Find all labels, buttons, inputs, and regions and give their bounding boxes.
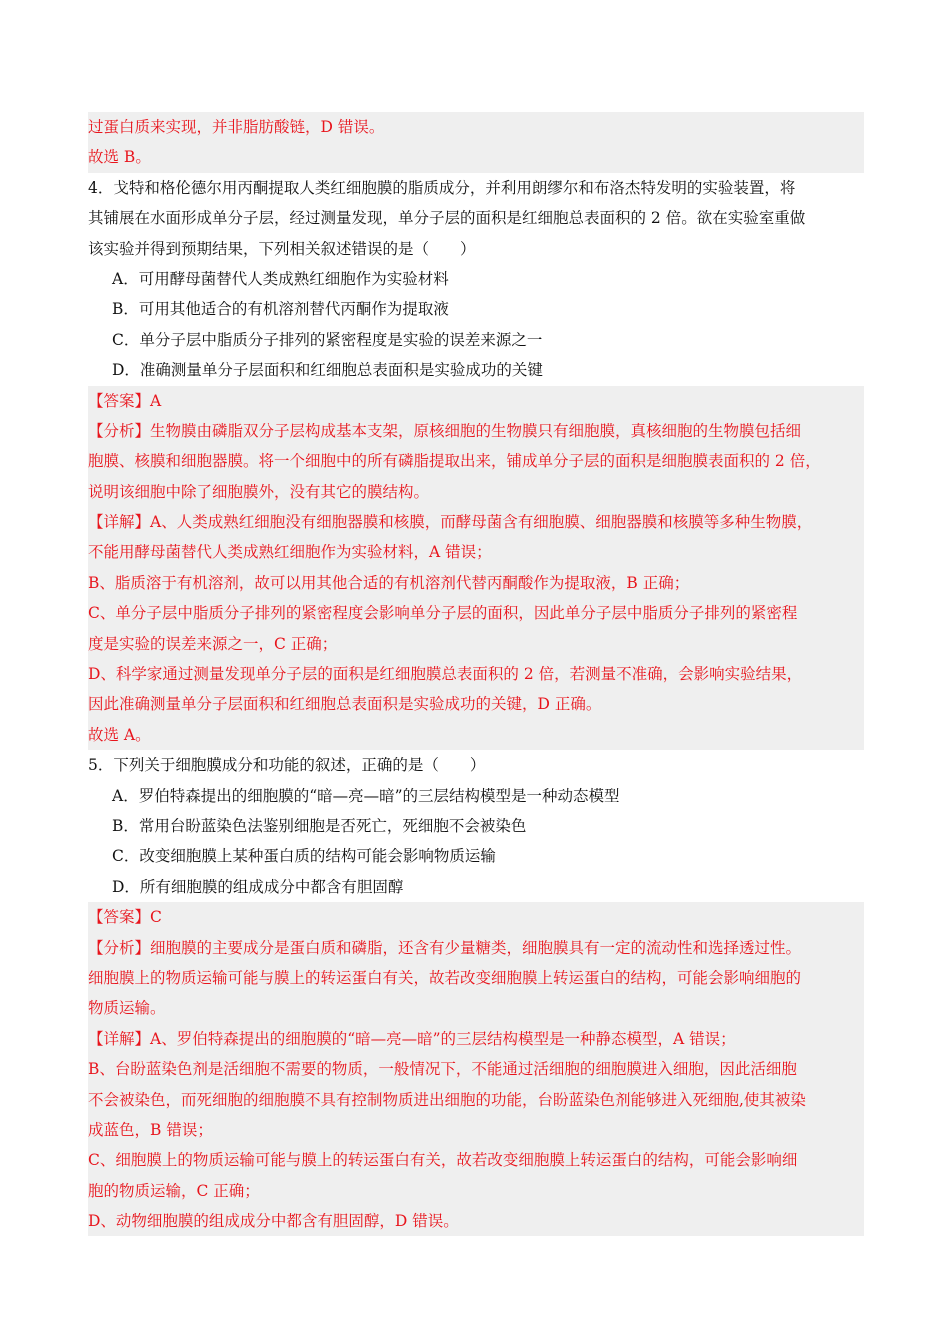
question-stem-line: 其铺展在水面形成单分子层，经过测量发现，单分子层的面积是红细胞总表面积的 2 倍。欲在实验室重做 <box>88 209 806 228</box>
option-b: B．常用台盼蓝染色法鉴别细胞是否死亡，死细胞不会被染色 <box>112 816 527 835</box>
option-a: A．罗伯特森提出的细胞膜的“暗—亮—暗”的三层结构模型是一种动态模型 <box>112 786 620 805</box>
explanation-line: 不会被染色，而死细胞的细胞膜不具有控制物质进出细胞的功能，台盼蓝染色剂能够进入死细胞,使其被染 <box>88 1090 806 1109</box>
option-c: C．单分子层中脂质分子排列的紧密程度是实验的误差来源之一 <box>112 330 543 349</box>
analysis-line: 细胞膜上的物质运输可能与膜上的转运蛋白有关，故若改变细胞膜上转运蛋白的结构，可能会影响细胞的 <box>88 968 802 987</box>
answer-block-q4 <box>88 386 864 751</box>
option-a: A．可用酵母菌替代人类成熟红细胞作为实验材料 <box>112 269 449 288</box>
explanation-line: 成蓝色，B 错误； <box>88 1120 213 1139</box>
explanation-line: D、科学家通过测量发现单分子层的面积是红细胞膜总表面积的 2 倍，若测量不准确，会影响实验结果， <box>88 665 803 684</box>
explanation-line: C、细胞膜上的物质运输可能与膜上的转运蛋白有关，故若改变细胞膜上转运蛋白的结构，可能会影响细 <box>88 1151 798 1170</box>
previous-answer-block <box>88 112 864 173</box>
option-d: D．所有细胞膜的组成成分中都含有胆固醇 <box>112 877 404 896</box>
option-d: D．准确测量单分子层面积和红细胞总表面积是实验成功的关键 <box>112 361 543 380</box>
answer-line: 过蛋白质来实现，并非脂肪酸链，D 错误。 <box>88 118 385 136</box>
explanation-line: 因此准确测量单分子层面积和红细胞总表面积是实验成功的关键，D 正确。 <box>88 695 602 714</box>
question-5 <box>88 750 864 902</box>
analysis-line: 说明该细胞中除了细胞膜外，没有其它的膜结构。 <box>88 482 430 501</box>
explanation-line: B、台盼蓝染色剂是活细胞不需要的物质，一般情况下，不能通过活细胞的细胞膜进入细胞，因此活细胞 <box>88 1060 797 1079</box>
document-page <box>88 112 864 1236</box>
explanation-line: 胞的物质运输，C 正确； <box>88 1181 260 1200</box>
analysis-line: 胞膜、核膜和细胞器膜。将一个细胞中的所有磷脂提取出来，铺成单分子层的面积是细胞膜表面积的 2 倍， <box>88 452 821 471</box>
analysis-line: 【分析】细胞膜的主要成分是蛋白质和磷脂，还含有少量糖类，细胞膜具有一定的流动性和选择透过性。 <box>88 938 802 957</box>
explanation-line: 【详解】A、人类成熟红细胞没有细胞器膜和核膜，而酵母菌含有细胞膜、细胞器膜和核膜等多种生物膜， <box>88 513 813 532</box>
answer-label: 【答案】A <box>88 391 162 410</box>
explanation-line: C、单分子层中脂质分子排列的紧密程度会影响单分子层的面积，因此单分子层中脂质分子排列的紧密程 <box>88 604 798 623</box>
analysis-line: 【分析】生物膜由磷脂双分子层构成基本支架，原核细胞的生物膜只有细胞膜，真核细胞的生物膜包括细 <box>88 421 802 440</box>
question-4 <box>88 173 864 386</box>
answer-line: 故选 B。 <box>88 148 151 167</box>
question-stem-line: 5．下列关于细胞膜成分和功能的叙述，正确的是（ ） <box>88 756 486 775</box>
question-stem-line: 该实验并得到预期结果，下列相关叙述错误的是（ ） <box>88 239 476 258</box>
final-choice: 故选 A。 <box>88 725 151 744</box>
option-c: C．改变细胞膜上某种蛋白质的结构可能会影响物质运输 <box>112 847 496 866</box>
explanation-line: 不能用酵母菌替代人类成熟红细胞作为实验材料，A 错误； <box>88 543 492 562</box>
answer-block-q5 <box>88 902 864 1236</box>
analysis-line: 物质运输。 <box>88 999 166 1018</box>
explanation-line: D、动物细胞膜的组成成分中都含有胆固醇，D 错误。 <box>88 1212 459 1231</box>
answer-label: 【答案】C <box>88 908 162 927</box>
option-b: B．可用其他适合的有机溶剂替代丙酮作为提取液 <box>112 300 449 319</box>
question-stem-line: 4．戈特和格伦德尔用丙酮提取人类红细胞膜的脂质成分，并利用朗缪尔和布洛杰特发明的实验装置，将 <box>88 178 796 197</box>
explanation-line: B、脂质溶于有机溶剂，故可以用其他合适的有机溶剂代替丙酮酸作为提取液，B 正确； <box>88 573 690 592</box>
explanation-line: 度是实验的误差来源之一，C 正确； <box>88 634 338 653</box>
explanation-line: 【详解】A、罗伯特森提出的细胞膜的“暗—亮—暗”的三层结构模型是一种静态模型，A 错误； <box>88 1029 736 1048</box>
